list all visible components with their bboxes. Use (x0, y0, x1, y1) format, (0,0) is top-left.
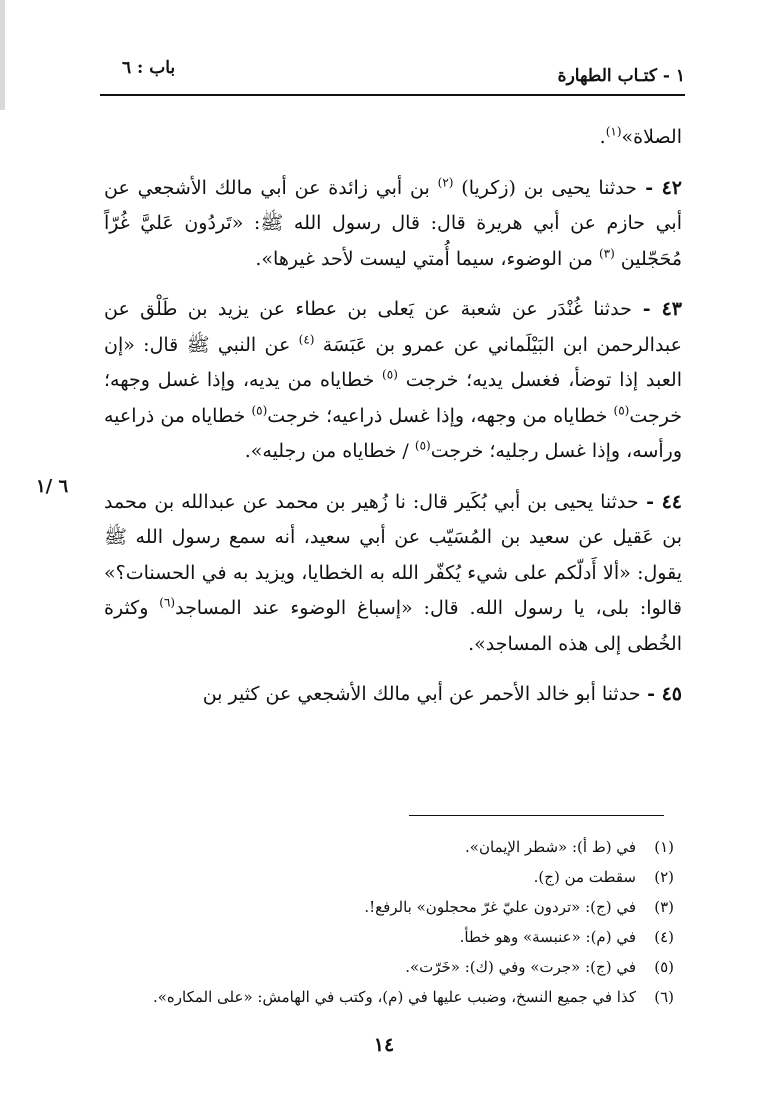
hadith-number: ٤٤ - (638, 490, 682, 513)
text-segment: . (599, 126, 606, 148)
footnote-marker: (٣) (598, 246, 615, 261)
text-segment: بن أبي زائدة عن أبي مالك الأشجعي عن أبي حازم عن أبي هريرة قال: قال رسول الله ﷺ: «تَردُون عَليَّ غُرّاً مُحَجّلين (104, 176, 682, 270)
footnote-number: (٦) (654, 988, 674, 1006)
hadith-paragraph (104, 171, 682, 278)
footnote-item (104, 922, 674, 952)
footnote-text: كذا في جميع النسخ، وضبب عليها في (م)، وكتب في الهامش: «على المكاره». (152, 988, 636, 1006)
footnote-number: (٣) (654, 898, 674, 916)
hadith-paragraph (104, 677, 682, 713)
hadith-number: ٤٥ - (640, 683, 682, 705)
hadith-text-body (104, 120, 682, 728)
footnote-marker: (٤) (298, 332, 315, 347)
footnote-text: في (ج): «جرت» وفي (ك): «خَرّت». (405, 958, 636, 976)
footnote-text: في (ط أ): «شطر الإيمان». (465, 838, 636, 856)
footnote-marker: (٦) (159, 595, 176, 610)
text-segment: خطاياه من وجهه، وإذا غسل ذراعيه؛ خرجت (267, 404, 614, 427)
book-title: ١ - كتـاب الطهارة (557, 66, 685, 86)
text-segment: / خطاياه من رجليه». (244, 440, 415, 462)
hadith-number: ٤٢ - (636, 176, 683, 199)
footnote-marker: (١) (605, 124, 622, 139)
header-divider (100, 94, 685, 96)
text-segment: خطاياه من يديه، وإذا غسل وجهه؛ خرجت (104, 369, 682, 427)
text-segment: خطاياه من ذراعيه ورأسه، وإذا غسل رجليه؛ خرجت (104, 404, 682, 462)
footnote-item (104, 862, 674, 892)
hadith-paragraph (104, 292, 682, 470)
text-segment: حدثنا يحيى بن أبي بُكَير قال: نا زُهير بن محمد عن عبدالله بن محمد بن عَقيل عن سعيد بن المُسَيّب عن أبي سعيد، أنه سمع رسول الله ﷺ يقول: «ألا أَدلّكم على شيء يُكفّر الله به الخطايا، ويزيد به في الحسنات؟» قالوا: بلى، يا رسول الله. قال: «إسباغ الوضوء عند المساجد (104, 490, 683, 619)
hadith-paragraph (104, 485, 682, 663)
footnote-number: (٥) (654, 958, 674, 976)
text-segment: عن النبي ﷺ قال: «إن العبد إذا توضأ، فغسل يديه؛ خرجت (104, 333, 682, 391)
page-edge-shadow (0, 0, 5, 110)
footnotes-section (104, 832, 674, 1012)
page-number: ١٤ (373, 1034, 395, 1056)
text-segment: حدثنا يحيى بن (زكريا) (453, 176, 637, 199)
manuscript-folio-marker: ٦ /١ (36, 476, 69, 497)
footnote-number: (٤) (654, 928, 674, 946)
text-segment: الصلاة» (621, 126, 682, 148)
running-header (100, 58, 685, 92)
footnote-item (104, 832, 674, 862)
footnote-marker: (٥) (251, 403, 268, 418)
text-segment: وكثرة الخُطى إلى هذه المساجد». (104, 597, 682, 655)
footnote-text: سقطت من (ج). (533, 868, 636, 886)
footnote-item (104, 952, 674, 982)
footnote-marker: (٥) (613, 403, 630, 418)
hadith-number: ٤٣ - (631, 298, 682, 320)
chapter-label: باب : ٦ (122, 58, 176, 78)
text-segment: من الوضوء، سيما أُمتي ليست لأحد غيرها». (255, 247, 599, 270)
footnote-marker: (٥) (382, 367, 398, 382)
text-segment: حدثنا أبو خالد الأحمر عن أبي مالك الأشجعي عن كثير بن (202, 683, 641, 705)
footnote-marker: (٢) (437, 175, 454, 190)
text-segment: حدثنا غُنْدَر عن شعبة عن يَعلى بن عطاء عن يزيد بن طَلْق عن عبدالرحمن ابن البَيْلَماني عن عمرو بن عَبَسَة (104, 298, 682, 356)
footnote-divider (409, 815, 664, 816)
footnote-number: (٢) (654, 868, 674, 886)
footnote-text: في (م): «عنبسة» وهو خطأ. (459, 928, 636, 946)
footnote-item (104, 892, 674, 922)
footnote-marker: (٥) (414, 438, 431, 453)
footnote-item (104, 982, 674, 1012)
footnote-text: في (ج): «تردون عليّ غرّ محجلون» بالرفع!. (364, 898, 636, 916)
continued-paragraph (104, 120, 682, 156)
footnote-number: (١) (654, 838, 674, 856)
